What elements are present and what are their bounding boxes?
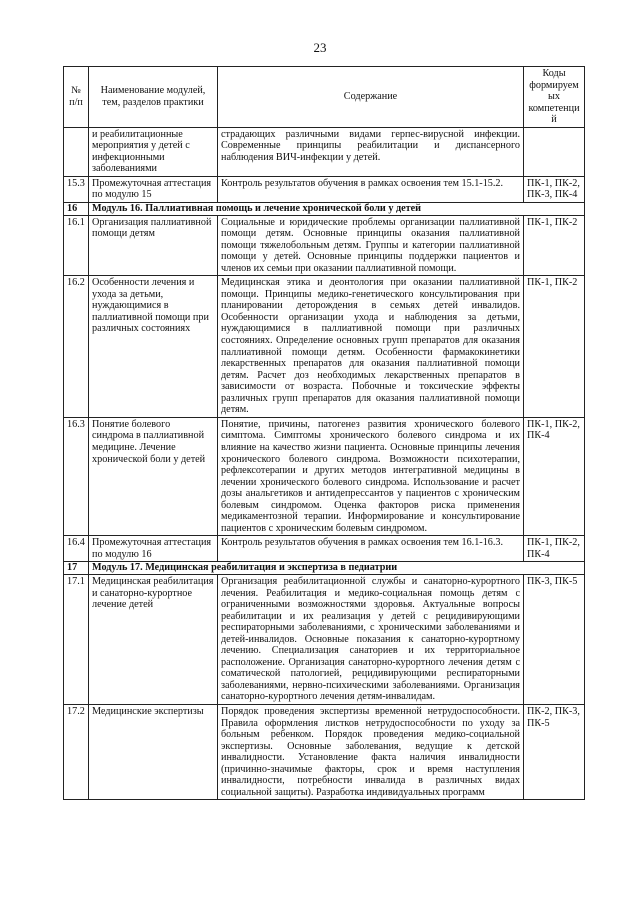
row-competency-codes: ПК-1, ПК-2, ПК-4 bbox=[524, 417, 585, 535]
module-number: 17 bbox=[64, 562, 89, 575]
module-row bbox=[64, 203, 585, 216]
row-topic-name: Промежуточная аттестация по модулю 16 bbox=[89, 536, 218, 562]
row-competency-codes: ПК-1, ПК-2 bbox=[524, 276, 585, 418]
row-topic-name: Понятие болевого синдрома в паллиативной медицине. Лечение хронической боли у детей bbox=[89, 417, 218, 535]
row-content: Контроль результатов обучения в рамках освоения тем 15.1-15.2. bbox=[218, 176, 524, 202]
row-number: 16.3 bbox=[64, 417, 89, 535]
module-title: Модуль 17. Медицинская реабилитация и экспертиза в педиатрии bbox=[89, 562, 585, 575]
row-competency-codes: ПК-3, ПК-5 bbox=[524, 574, 585, 704]
module-number: 16 bbox=[64, 203, 89, 216]
row-content: Организация реабилитационной службы и санаторно-курортного лечения. Реабилитация и медико-социальная помощь детям с ограниченными возможностями здоровья. Актуальные вопросы реабилитации и их реализация у детей с рецидивирующими респираторными заболеваниями, с хроническими заболеваниями и детей-инвалидов. Основные показания к санаторно-курортному лечению. Специализация санаториев и их территориальное расположение. Организация санаторно-курортного лечения детям с соматической патологией, рецидивирующими респираторными заболеваниями, нервно-психическими заболеваниями. Организация санаторно-курортного лечения детям-инвалидам. bbox=[218, 574, 524, 704]
row-topic-name: Медицинская реабилитация и санаторно-курортное лечение детей bbox=[89, 574, 218, 704]
row-competency-codes bbox=[524, 127, 585, 176]
row-number: 15.3 bbox=[64, 176, 89, 202]
row-topic-name: Особенности лечения и ухода за детьми, нуждающимися в паллиативной помощи при различных состояниях bbox=[89, 276, 218, 418]
row-content: Контроль результатов обучения в рамках освоения тем 16.1-16.3. bbox=[218, 536, 524, 562]
row-content: Медицинская этика и деонтология при оказании паллиативной помощи. Принципы медико-генетического консультирования при планировании деторождения в семьях детей инвалидов. Особенности организации ухода и наблюдения за детьми, нуждающимися в паллиативной помощи при различных состояниях. Определение основных групп препаратов для оказания паллиативной помощи детям. Особенности фармакокинетики лекарственных препаратов для оказания паллиативной помощи детям. Расчет доз необходимых лекарственных препаратов в зависимости от возраста. Побочные и токсические эффекты различных групп препаратов для оказания паллиативной помощи детям. bbox=[218, 276, 524, 418]
header-content: Содержание bbox=[218, 67, 524, 128]
table-body bbox=[64, 127, 585, 800]
table-row bbox=[64, 276, 585, 418]
row-topic-name: Промежуточная аттестация по модулю 15 bbox=[89, 176, 218, 202]
row-number: 17.2 bbox=[64, 704, 89, 799]
module-row bbox=[64, 562, 585, 575]
table-row bbox=[64, 417, 585, 535]
page-number: 23 bbox=[313, 40, 327, 55]
row-competency-codes: ПК-2, ПК-3, ПК-5 bbox=[524, 704, 585, 799]
table-row bbox=[64, 536, 585, 562]
table-row bbox=[64, 574, 585, 704]
row-competency-codes: ПК-1, ПК-2, ПК-4 bbox=[524, 536, 585, 562]
module-title: Модуль 16. Паллиативная помощь и лечение хронической боли у детей bbox=[89, 203, 585, 216]
row-topic-name: и реабилитационные мероприятия у детей с инфекционными заболеваниями bbox=[89, 127, 218, 176]
table-row bbox=[64, 127, 585, 176]
table-row bbox=[64, 215, 585, 276]
header-number: № п/п bbox=[64, 67, 89, 128]
row-number: 16.1 bbox=[64, 215, 89, 276]
row-number bbox=[64, 127, 89, 176]
header-name: Наименование модулей, тем, разделов практики bbox=[89, 67, 218, 128]
row-content: Понятие, причины, патогенез развития хронического болевого симптома. Симптомы хронического болевого синдрома и их влияние на качество жизни пациента. Основные принципы лечения хронического болевого синдрома. Возможности психотерапии, рефлексотерапии и других методов интегративной медицины в лечении хронического болевого синдрома. Использование и расчет дозы анальгетиков и антидепрессантов у пациентов с хроническим болевым синдромом. Оценка факторов риска применения медикаментозной терапии. Информирование и консультирование пациентов с хроническим болевым синдромом. bbox=[218, 417, 524, 535]
row-content: Социальные и юридические проблемы организации паллиативной помощи детям. Основные принципы оказания паллиативной помощи тяжелобольным детям. Группы и категории паллиативной помощи у детей. Основные принципы поддержки пациентов и членов их семьи при оказании паллиативной помощи. bbox=[218, 215, 524, 276]
table-row bbox=[64, 176, 585, 202]
row-content: Порядок проведения экспертизы временной нетрудоспособности. Правила оформления листков нетрудоспособности по уходу за больным ребенком. Порядок проведения медико-социальной экспертизы. Основные заболевания, ведущие к детской инвалидности. Установление факта наличия инвалидности (причинно-значимые факторы, срок и время наступления инвалидности, потребности инвалида в различных видах социальной защиты). Разработка индивидуальных программ bbox=[218, 704, 524, 799]
row-topic-name: Медицинские экспертизы bbox=[89, 704, 218, 799]
row-number: 16.2 bbox=[64, 276, 89, 418]
table-header-row bbox=[64, 67, 585, 128]
row-content: страдающих различными видами герпес-вирусной инфекции. Современные принципы реабилитации и диспансерного наблюдения ВИЧ-инфекции у детей. bbox=[218, 127, 524, 176]
row-competency-codes: ПК-1, ПК-2 bbox=[524, 215, 585, 276]
curriculum-table bbox=[63, 66, 585, 800]
header-codes: Коды формируемых компетенций bbox=[524, 67, 585, 128]
row-number: 17.1 bbox=[64, 574, 89, 704]
row-topic-name: Организация паллиативной помощи детям bbox=[89, 215, 218, 276]
row-competency-codes: ПК-1, ПК-2, ПК-3, ПК-4 bbox=[524, 176, 585, 202]
row-number: 16.4 bbox=[64, 536, 89, 562]
table-row bbox=[64, 704, 585, 799]
